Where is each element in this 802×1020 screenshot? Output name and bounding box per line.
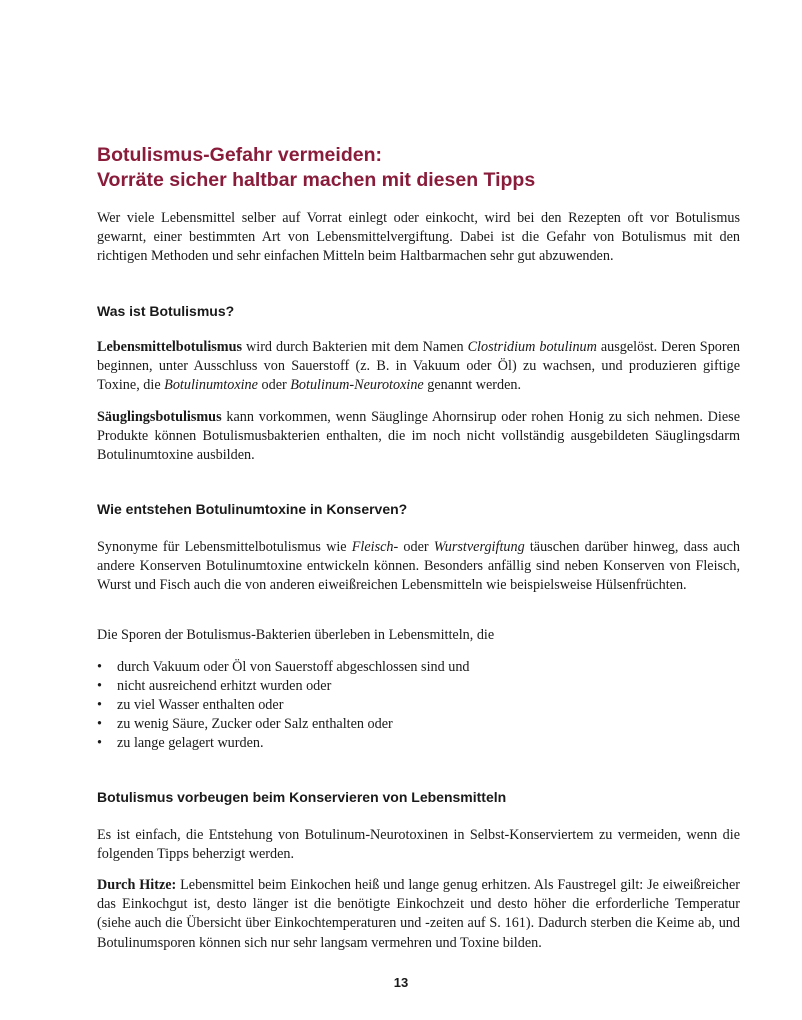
- term-infant-botulism: Säuglingsbotulismus: [97, 409, 222, 425]
- section-heading-prevention: Botulismus vorbeugen beim Konservieren von Lebensmitteln: [97, 789, 507, 805]
- bullet-marker: •: [97, 659, 102, 675]
- bullet-marker: •: [97, 678, 102, 694]
- paragraph-spores-survive: Die Sporen der Botulismus-Bakterien überleben in Lebensmitteln, die: [97, 627, 495, 643]
- term-by-heat: Durch Hitze:: [97, 877, 177, 893]
- bullet-marker: •: [97, 735, 102, 751]
- list-item: • zu lange gelagert wurden.: [97, 735, 264, 751]
- bullet-marker: •: [97, 697, 102, 713]
- paragraph-food-botulism: Lebensmittelbotulismus wird durch Bakterien mit dem Namen Clostridium botulinum ausgelöst. Deren Sporen beginnen, unter Ausschluss von Sauerstoff (z. B. in Vakuum oder Öl) zu wachsen, und produzieren giftige Toxine, die Botulinumtoxine oder Botulinum-Neurotoxine genannt werden.: [97, 339, 741, 394]
- list-item: • durch Vakuum oder Öl von Sauerstoff abgeschlossen sind und: [97, 659, 470, 675]
- page-number: 13: [393, 975, 409, 990]
- paragraph-by-heat: Durch Hitze: Lebensmittel beim Einkochen heiß und lange genug erhitzen. Als Faustregel gilt: Je eiweißreicher das Einkochgut ist, desto länger ist die benötigte Einkochzeit und desto höher die erforderliche Temperatur (siehe auch die Übersicht über Einkochtemperaturen und -zeiten auf S. 161). Dadurch sterben die Keime ab, und Botulinumsporen können sich nur sehr langsam vermehren und Toxine bilden.: [97, 877, 740, 951]
- species-name: Clostridium botulinum: [467, 339, 597, 355]
- intro-paragraph: Wer viele Lebensmittel selber auf Vorrat einlegt oder einkocht, wird bei den Rezepten oft vor Botulismus gewarnt, einer bestimmten Art von Lebensmittelvergiftung. Dabei ist die Gefahr von Botulismus mit den richtigen Methoden und sehr einfachen Mitteln beim Haltbarmachen sehr gut abzuwenden.: [97, 210, 740, 265]
- list-item: • nicht ausreichend erhitzt wurden oder: [97, 678, 332, 694]
- term-food-botulism: Lebensmittelbotulismus: [97, 339, 243, 355]
- bullet-marker: •: [97, 716, 102, 732]
- paragraph-easy-prevention: Es ist einfach, die Entstehung von Botulinum-Neurotoxinen in Selbst-Konserviertem zu vermeiden, wenn die folgenden Tipps beherzigt werden.: [97, 827, 740, 863]
- list-item: • zu wenig Säure, Zucker oder Salz enthalten oder: [97, 716, 393, 732]
- section-heading-toxins-in-preserves: Wie entstehen Botulinumtoxine in Konserven?: [97, 501, 408, 517]
- paragraph-synonyms: Synonyme für Lebensmittelbotulismus wie Fleisch- oder Wurstvergiftung täuschen darüber hinweg, dass auch andere Konserven Botulinumtoxine entwickeln können. Besonders anfällig sind neben Konserven von Fleisch, Wurst und Fisch auch die von anderen eiweißreichen Lebensmitteln wie beispielsweise Hülsenfrüchten.: [97, 539, 740, 594]
- section-heading-what-is: Was ist Botulismus?: [97, 303, 235, 319]
- list-item: • zu viel Wasser enthalten oder: [97, 697, 284, 713]
- bullet-list: [97, 658, 470, 753]
- paragraph-infant-botulism: Säuglingsbotulismus kann vorkommen, wenn Säuglinge Ahornsirup oder rohen Honig zu sich nehmen. Diese Produkte können Botulismusbakterien enthalten, die im noch nicht vollständig ausgebildeten Säuglingsdarm Botulinumtoxine ausbilden.: [97, 409, 740, 464]
- page-title: [97, 143, 535, 193]
- title-line-1: Botulismus-Gefahr vermeiden:: [97, 144, 382, 166]
- title-line-2: Vorräte sicher haltbar machen mit diesen Tipps: [97, 169, 536, 191]
